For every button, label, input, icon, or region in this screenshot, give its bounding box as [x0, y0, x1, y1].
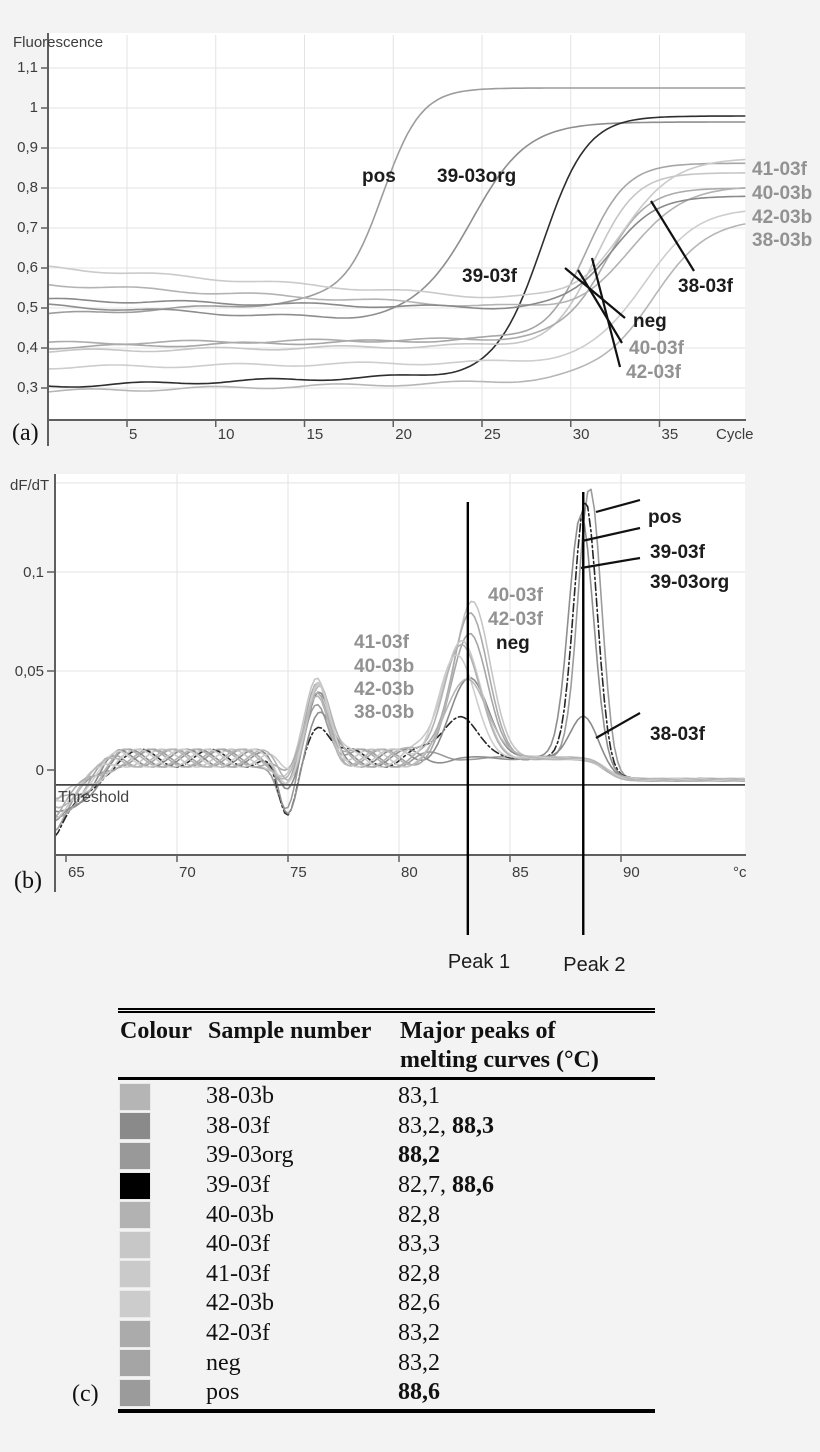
table-row — [118, 1348, 655, 1378]
curve-label-40-03b: 40-03b — [354, 656, 415, 677]
table-row — [118, 1289, 655, 1319]
y-tick-label-a: 1 — [29, 99, 38, 116]
curve-label-39-03f: 39-03f — [650, 542, 705, 563]
curve-label-38-03f: 38-03f — [678, 276, 733, 297]
panel-c-tag: (c) — [72, 1381, 99, 1407]
sample-number-cell: 40-03b — [206, 1201, 274, 1228]
table-row — [118, 1378, 655, 1408]
colour-cell — [118, 1173, 206, 1199]
x-tick-label-b: 80 — [401, 864, 418, 881]
colour-swatch — [120, 1380, 150, 1406]
curve-label-40-03f: 40-03f — [629, 338, 684, 359]
table-row — [118, 1082, 655, 1112]
table-body — [118, 1080, 655, 1409]
panel-b-tag: (b) — [14, 868, 42, 894]
sample-number-cell: 39-03f — [206, 1172, 270, 1199]
major-peaks-cell: 82,7, 88,6 — [398, 1172, 494, 1199]
celsius-axis-label: °c — [733, 864, 747, 881]
colour-swatch — [120, 1202, 150, 1228]
y-tick-label-b: 0 — [35, 762, 44, 779]
colour-swatch — [120, 1321, 150, 1347]
peak-marker-label-1: Peak 1 — [447, 951, 511, 973]
x-tick-label-a: 30 — [572, 426, 590, 443]
col-header-sample-number: Sample number — [208, 1018, 372, 1044]
table-row — [118, 1141, 655, 1171]
col-header-colour: Colour — [120, 1018, 192, 1044]
x-tick-label-b: 85 — [512, 864, 529, 881]
table-row — [118, 1171, 655, 1201]
major-peaks-cell — [398, 1350, 655, 1377]
colour-swatch — [120, 1261, 150, 1287]
curve-label-40-03f: 40-03f — [488, 585, 543, 606]
major-peaks-cell — [398, 1379, 655, 1406]
y-tick-label-b: 0,05 — [14, 663, 44, 680]
curve-label-41-03f: 41-03f — [752, 159, 807, 180]
melting-chart — [0, 460, 820, 1000]
colour-swatch — [120, 1173, 150, 1199]
amplification-chart — [0, 0, 820, 460]
table-row — [118, 1260, 655, 1290]
peak-value: 88,6 — [452, 1172, 494, 1199]
curve-label-neg: neg — [633, 311, 667, 332]
x-tick-label-a: 25 — [484, 426, 501, 443]
peak-value: 83,1 — [398, 1083, 440, 1110]
panel-a-tag: (a) — [12, 420, 39, 446]
colour-cell — [118, 1143, 206, 1169]
curve-label-42-03b: 42-03b — [752, 207, 813, 228]
y-tick-label-a: 0,9 — [17, 139, 38, 156]
curve-label-39-03org: 39-03org — [650, 572, 730, 593]
major-peaks-cell — [398, 1320, 655, 1347]
colour-cell — [118, 1380, 206, 1406]
curve-label-38-03b: 38-03b — [752, 230, 813, 251]
table-header — [118, 1013, 655, 1080]
colour-cell — [118, 1113, 206, 1139]
colour-cell — [118, 1084, 206, 1110]
threshold-label: Threshold — [58, 788, 130, 806]
y-tick-label-a: 0,3 — [17, 379, 38, 396]
y-tick-label-a: 0,6 — [17, 259, 38, 276]
y-tick-label-a: 0,7 — [17, 219, 38, 236]
curve-label-pos: pos — [648, 507, 682, 528]
sample-number-cell: 42-03f — [206, 1320, 270, 1347]
sample-number-cell: pos — [206, 1379, 240, 1406]
x-tick-label-b: 65 — [68, 864, 85, 881]
curve-label-42-03f: 42-03f — [626, 362, 681, 383]
curve-label-40-03b: 40-03b — [752, 183, 813, 204]
major-peaks-cell — [398, 1142, 655, 1169]
peak-value: 83,2 — [398, 1320, 440, 1347]
table-row — [118, 1112, 655, 1142]
y-tick-label-a: 0,5 — [17, 299, 38, 316]
peak-value: 82,6 — [398, 1290, 440, 1317]
x-tick-label-a: 15 — [306, 426, 324, 443]
curve-label-38-03b: 38-03b — [354, 702, 415, 723]
peak-value: 82,8 — [398, 1260, 440, 1287]
dfdt-axis-label: dF/dT — [10, 477, 50, 494]
x-tick-label-b: 70 — [179, 864, 196, 881]
peak-value: 82,7 — [398, 1172, 440, 1199]
x-tick-label-b: 90 — [623, 864, 640, 881]
sample-number-cell: 38-03f — [206, 1112, 270, 1139]
y-tick-label-a: 1,1 — [17, 59, 38, 76]
colour-swatch — [120, 1232, 150, 1258]
major-peaks-cell — [398, 1261, 655, 1288]
table-row — [118, 1230, 655, 1260]
x-tick-label-a: 20 — [395, 426, 412, 443]
colour-cell — [118, 1261, 206, 1287]
colour-cell — [118, 1350, 206, 1376]
cycle-axis-label: Cycle — [716, 426, 754, 443]
curve-label-39-03f: 39-03f — [462, 266, 517, 287]
sample-number-cell: 39-03org — [206, 1142, 294, 1169]
colour-swatch — [120, 1350, 150, 1376]
x-tick-label-a: 10 — [217, 426, 235, 443]
fluorescence-axis-label: Fluorescence — [13, 34, 104, 51]
y-tick-label-b: 0,1 — [23, 564, 44, 581]
curve-label-41-03f: 41-03f — [354, 632, 409, 653]
x-tick-label-a: 35 — [661, 426, 679, 443]
peak-value: 83,3 — [398, 1231, 440, 1258]
colour-cell — [118, 1232, 206, 1258]
major-peaks-cell — [398, 1202, 655, 1229]
curve-label-pos: pos — [362, 166, 396, 187]
sample-number-cell: 40-03f — [206, 1231, 270, 1258]
major-peaks-cell: 83,2, 88,3 — [398, 1112, 494, 1139]
peak-value: 88,2 — [398, 1142, 440, 1169]
curve-label-neg: neg — [496, 633, 530, 654]
y-tick-label-a: 0,8 — [17, 179, 38, 196]
colour-swatch — [120, 1113, 150, 1139]
sample-number-cell: 38-03b — [206, 1083, 274, 1110]
major-peaks-cell — [398, 1083, 655, 1110]
x-tick-label-b: 75 — [290, 864, 307, 881]
curve-label-42-03b: 42-03b — [354, 679, 415, 700]
major-peaks-cell — [398, 1231, 655, 1258]
curve-label-38-03f: 38-03f — [650, 724, 705, 745]
peak-value: 83,2 — [398, 1349, 440, 1376]
y-tick-label-a: 0,4 — [17, 339, 38, 356]
peak-marker-label-2: Peak 2 — [563, 954, 626, 976]
peak-value: 82,8 — [398, 1201, 440, 1228]
table-row — [118, 1319, 655, 1349]
sample-number-cell: 41-03f — [206, 1260, 270, 1287]
curve-label-42-03f: 42-03f — [488, 609, 543, 630]
peak-value: 83,2 — [398, 1112, 440, 1139]
peak-value: 88,6 — [398, 1379, 440, 1406]
peak-value: 88,3 — [452, 1112, 494, 1139]
colour-swatch — [120, 1143, 150, 1169]
sample-number-cell: neg — [206, 1349, 241, 1376]
major-peaks-cell — [398, 1290, 655, 1317]
melting-peaks-table — [118, 1008, 655, 1413]
curve-label-39-03org: 39-03org — [437, 166, 517, 187]
colour-swatch — [120, 1084, 150, 1110]
table-row — [118, 1200, 655, 1230]
col-header-major-peaks: Major peaks of melting curves (°C) — [400, 1018, 599, 1073]
colour-swatch — [120, 1291, 150, 1317]
colour-cell — [118, 1321, 206, 1347]
colour-cell — [118, 1202, 206, 1228]
colour-cell — [118, 1291, 206, 1317]
sample-number-cell: 42-03b — [206, 1290, 274, 1317]
x-tick-label-a: 5 — [129, 426, 138, 443]
